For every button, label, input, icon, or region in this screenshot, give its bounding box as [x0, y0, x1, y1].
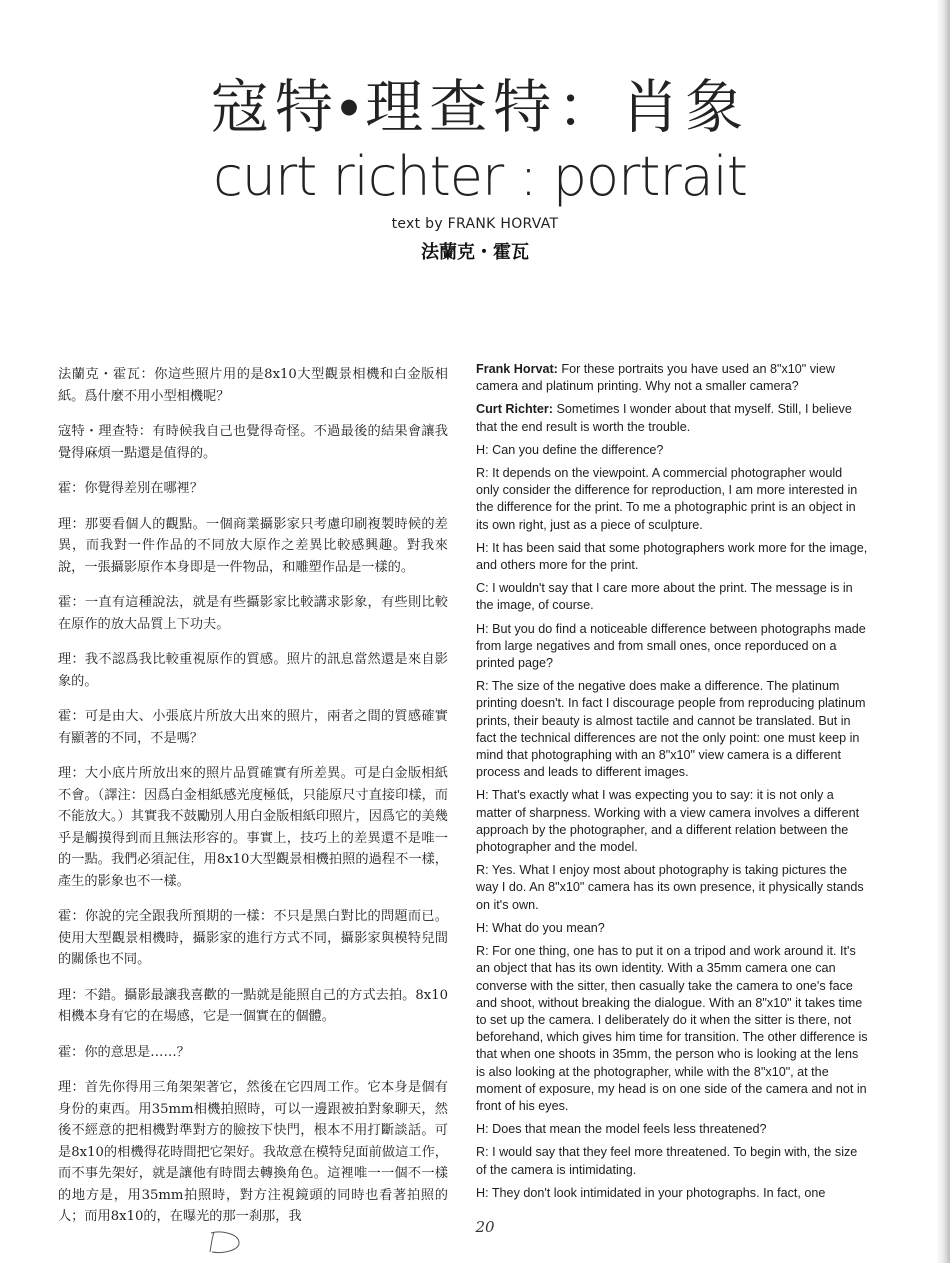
- chinese-paragraph: 霍：你說的完全跟我所預期的一樣：不只是黑白對比的問題而已。使用大型觀景相機時，攝影家的進行方式不同，攝影家與模特兒間的關係也不同。: [58, 909, 448, 967]
- paragraph-text: Sometimes I wonder about that myself. Still, I believe that the end result is worth the trouble.: [476, 402, 852, 434]
- english-paragraph: H: What do you mean?: [476, 920, 605, 935]
- english-paragraph: H: Does that mean the model feels less threatened?: [476, 1122, 767, 1137]
- title-english: curt richter : portrait: [213, 145, 747, 208]
- english-paragraph: R: It depends on the viewpoint. A commercial photographer would only consider the difference for reproduction, I am more interested in the difference for the print. To me a photographic print is an object in its own right, just as a piece of sculpture.: [476, 466, 858, 532]
- english-paragraph: C: I wouldn't say that I care more about the print. The message is in the image, of course.: [476, 581, 853, 613]
- pencil-mark-icon: [208, 1228, 244, 1256]
- english-paragraph: H: Can you define the difference?: [476, 442, 664, 457]
- chinese-paragraph: 理：首先你得用三角架架著它，然後在它四周工作。它本身是個有身份的東西。用35mm相機拍照時，可以一邊跟被拍對象聊天，然後不經意的把相機對準對方的臉按下快門，根本不用打斷談話。可是8x10的相機得花時間把它架好。我故意在模特兒面前做這工作，而不事先架好，就是讓他有時間去轉換角色。這裡唯一一個不一樣的地方是，用35mm拍照時，對方注視鏡頭的同時也看著拍照的人；而用8x10的，在曝光的那一刹那，我: [58, 1080, 448, 1224]
- english-paragraph: H: It has been said that some photographers work more for the image, and others more for the print.: [476, 540, 868, 573]
- page-number: 20: [475, 1218, 495, 1236]
- paragraph-text: For these portraits you have used an 8"x10" view camera and platinum printing. Why not a smaller camera?: [476, 362, 835, 394]
- chinese-paragraph: 霍：你覺得差別在哪裡？: [58, 481, 204, 496]
- chinese-paragraph: 理：不錯。攝影最讓我喜歡的一點就是能照自己的方式去拍。8x10相機本身有它的在場感，它是一個實在的個體。: [58, 987, 448, 1024]
- speaker-name: Curt Richter:: [476, 402, 553, 417]
- english-paragraph: R: The size of the negative does make a difference. The platinum printing doesn't. In fact I discourage people from reproducing platinum prints, their beauty is almost tactile and cannot be translated. But in fact the technical differences are not the only point: one must keep in mind that photographing with an 8"x10" view camera is a different process and leads to different images.: [476, 679, 866, 780]
- chinese-paragraph: 霍：你的意思是……？: [58, 1044, 190, 1060]
- chinese-paragraph: 理：那要看個人的觀點。一個商業攝影家只考慮印刷複製時候的差異，而我對一件作品的不同放大原作之差異比較感興趣。對我來說，一張攝影原作本身即是一件物品，和雕塑作品是一樣的。: [58, 516, 448, 575]
- chinese-column: [58, 364, 448, 1242]
- english-paragraph: H: That's exactly what I was expecting you to say: it is not only a matter of sharpness. Working with a view camera involves a different approach by the photographer, and a different relation between the photographer and the model.: [476, 788, 860, 855]
- english-paragraph: H: They don't look intimidated in your photographs. In fact, one: [476, 1185, 826, 1200]
- chinese-paragraph: 理：我不認爲我比較重視原作的質感。照片的訊息當然還是來自影象的。: [58, 652, 448, 689]
- chinese-paragraph: 寇特・理查特：有時候我自己也覺得奇怪。不過最後的結果會讓我覺得麻煩一點還是值得的。: [58, 424, 448, 461]
- byline-english: text by FRANK HORVAT: [391, 216, 559, 232]
- chinese-paragraph: 理：大小底片所放出來的照片品質確實有所差異。可是白金版相紙不會。（譯注：因爲白金相紙感光度極低，只能原尺寸直接印樣，而不能放大。）其實我不鼓勵別人用白金版相紙印照片，因爲它的美幾乎是觸摸得到而且無法形容的。事實上，技巧上的差異還不是唯一的一點。我們必須記住，用8x10大型觀景相機拍照的過程不一樣，產生的影象也不一樣。: [58, 766, 448, 889]
- chinese-paragraph: 霍：可是由大、小張底片所放大出來的照片，兩者之間的質感確實有顯著的不同，不是嗎？: [58, 709, 448, 746]
- english-paragraph: R: For one thing, one has to put it on a tripod and work around it. It's an object that has its own identity. With a 35mm camera one can converse with the sitter, then casually take the camera to one's face and shoot, without breaking the dialogue. With an 8"x10" it takes time to set up the camera. I deliberately do it when the sitter is there, not beforehand, which gives him time for transition. The other difference is that when one shoots in 35mm, the person who is looking at the lens is also looking at the photographer, while with the 8"x10", at the moment of exposure, my head is on one side of the camera and not in front of his eyes.: [476, 944, 868, 1113]
- english-column: [476, 361, 868, 1208]
- byline-chinese: 法蘭克・霍瓦: [421, 242, 529, 263]
- english-paragraph: [476, 401, 868, 435]
- english-paragraph: R: I would say that they feel more threatened. To begin with, the size of the camera is intimidating.: [476, 1145, 858, 1177]
- title-block: [0, 72, 950, 264]
- chinese-paragraph: 霍：一直有這種說法，就是有些攝影家比較講求影象，有些則比較在原作的放大品質上下功夫。: [58, 595, 448, 632]
- chinese-paragraph: 法蘭克・霍瓦：你這些照片用的是8x10大型觀景相機和白金版相紙。爲什麼不用小型相機呢？: [58, 367, 448, 404]
- speaker-name: Frank Horvat:: [476, 362, 558, 376]
- title-chinese: 寇特•理查特：肖象: [210, 73, 750, 141]
- english-paragraph: [476, 361, 868, 395]
- english-paragraph: R: Yes. What I enjoy most about photography is taking pictures the way I do. An 8"x10" camera has its own presence, it physically stands on it's own.: [476, 863, 864, 912]
- english-paragraph: H: But you do find a noticeable difference between photographs made from large negatives and from small ones, once reporduced on a printed page?: [476, 621, 866, 671]
